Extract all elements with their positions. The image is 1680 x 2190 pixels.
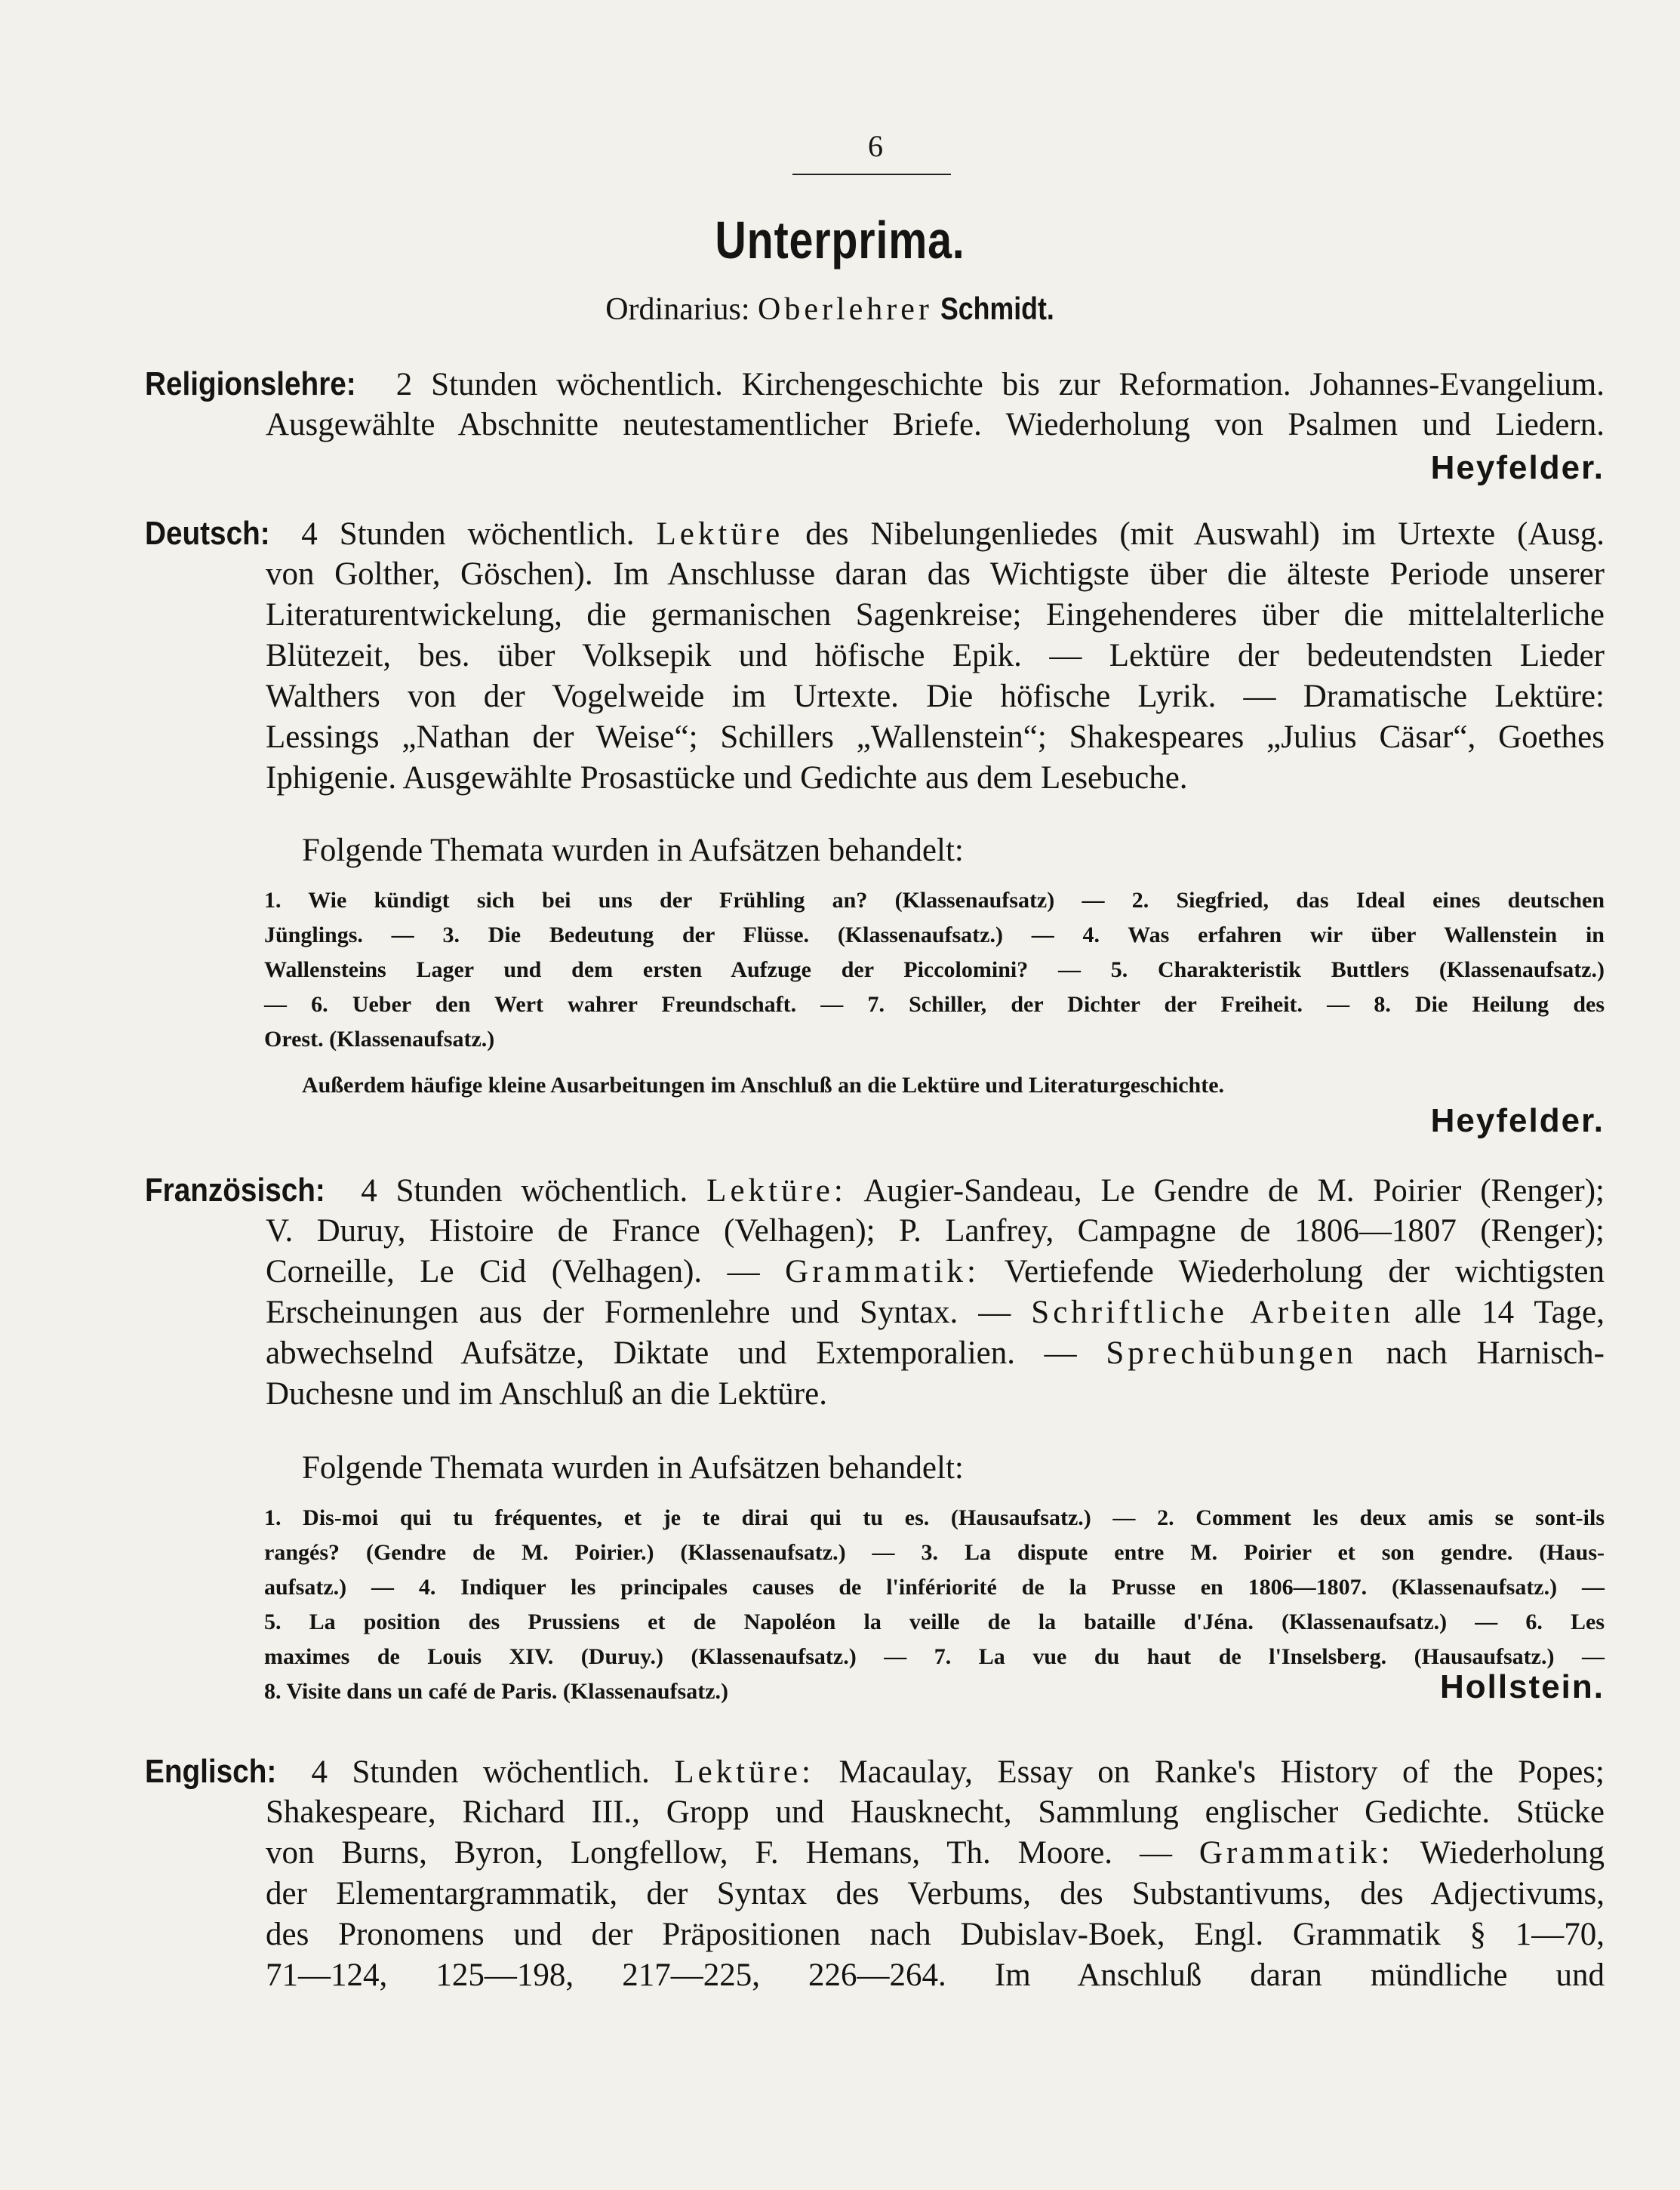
franz-text-3b: Vertiefende Wiederholung der wichtigsten bbox=[1004, 1254, 1605, 1289]
franz-subject: Französisch: bbox=[145, 1172, 325, 1209]
engl-text-4: der Elementargrammatik, der Syntax des Verbums, des Substantivums, des Adjectivums, bbox=[266, 1876, 1605, 1911]
franz-line-4 bbox=[266, 1292, 1605, 1333]
franz-line-5 bbox=[266, 1333, 1605, 1374]
engl-grammatik: Grammatik: bbox=[1198, 1835, 1394, 1871]
deutsch-theme-line-4: — 6. Ueber den Wert wahrer Freundschaft. — 7. Schiller, der Dichter der Freiheit. — 8. Die Heilung des bbox=[264, 992, 1605, 1017]
franz-text-3a: Corneille, Le Cid (Velhagen). — bbox=[266, 1254, 760, 1289]
franz-theme-line-6: 8. Visite dans un café de Paris. (Klassenaufsatz.) bbox=[264, 1679, 728, 1704]
page-number: 6 bbox=[868, 129, 883, 163]
franz-text-5b: nach Harnisch- bbox=[1386, 1335, 1605, 1371]
engl-text-2: Shakespeare, Richard III., Gropp und Hausknecht, Sammlung englischer Gedichte. Stücke bbox=[266, 1794, 1605, 1830]
franz-text-1b: Augier-Sandeau, Le Gendre de M. Poirier (Renger); bbox=[863, 1173, 1605, 1209]
religion-subject: Religionslehre: bbox=[145, 365, 356, 402]
franz-grammatik: Grammatik: bbox=[785, 1254, 980, 1289]
engl-line-3 bbox=[266, 1833, 1605, 1874]
ordinarius-title: Oberlehrer bbox=[758, 292, 933, 327]
engl-subject: Englisch: bbox=[145, 1753, 277, 1790]
religion-teacher: Heyfelder. bbox=[1430, 449, 1605, 486]
ordinarius-label: Ordinarius: bbox=[605, 292, 750, 327]
franz-teacher: Hollstein. bbox=[1439, 1668, 1605, 1705]
franz-text-4b: alle 14 Tage, bbox=[1414, 1295, 1605, 1330]
page-number-rule bbox=[792, 174, 951, 175]
deutsch-subject: Deutsch: bbox=[145, 515, 270, 552]
franz-text-5a: abwechselnd Aufsätze, Diktate und Extemporalien. — bbox=[266, 1335, 1077, 1371]
franz-sprech: Sprechübungen bbox=[1106, 1335, 1357, 1371]
deutsch-text-7: Iphigenie. Ausgewählte Prosastücke und Gedichte aus dem Lesebuche. bbox=[266, 760, 1188, 796]
ordinarius-name: Schmidt. bbox=[940, 291, 1055, 326]
deutsch-text-2: von Golther, Göschen). Im Anschlusse daran das Wichtigste über die älteste Periode unserer bbox=[266, 556, 1605, 592]
ordinarius-line bbox=[0, 291, 1680, 328]
page-title: Unterprima. bbox=[715, 211, 965, 270]
deutsch-theme-line-5: Orest. (Klassenaufsatz.) bbox=[264, 1027, 495, 1052]
deutsch-theme-line-2: Jünglings. — 3. Die Bedeutung der Flüsse. (Klassenaufsatz.) — 4. Was erfahren wir über Wallenstein in bbox=[264, 923, 1605, 947]
franz-theme-line-4: 5. La position des Prussiens et de Napoléon la veille de la bataille d'Jéna. (Klassenaufsatz.) — 6. Les bbox=[264, 1609, 1605, 1634]
deutsch-text-6: Lessings „Nathan der Weise“; Schillers „Wallenstein“; Shakespeares „Julius Cäsar“, Goethes bbox=[266, 719, 1605, 755]
engl-text-3a: von Burns, Byron, Longfellow, F. Hemans, Th. Moore. — bbox=[266, 1835, 1172, 1871]
deutsch-extra-text: Außerdem häufige kleine Ausarbeitungen im Anschluß an die Lektüre und Literaturgeschichte. bbox=[302, 1073, 1225, 1098]
deutsch-themes-intro: Folgende Themata wurden in Aufsätzen behandelt: bbox=[302, 833, 964, 868]
franz-theme-line-2: rangés? (Gendre de M. Poirier.) (Klassenaufsatz.) — 3. La dispute entre M. Poirier et son gendre. (Haus- bbox=[264, 1540, 1605, 1565]
franz-text-6: Duchesne und im Anschluß an die Lektüre. bbox=[266, 1376, 827, 1412]
engl-text-1a: 4 Stunden wöchentlich. bbox=[311, 1754, 650, 1790]
religion-text-1: 2 Stunden wöchentlich. Kirchengeschichte bis zur Reformation. Johannes-Evangelium. bbox=[395, 367, 1605, 402]
engl-text-3b: Wiederholung bbox=[1420, 1835, 1605, 1871]
franz-line-1 bbox=[145, 1170, 1605, 1212]
deutsch-theme-line-3: Wallensteins Lager und dem ersten Aufzuge der Piccolomini? — 5. Charakteristik Buttlers (Klassenaufsatz.) bbox=[264, 957, 1605, 982]
engl-text-1b: Macaulay, Essay on Ranke's History of the Popes; bbox=[838, 1754, 1605, 1790]
engl-text-6: 71—124, 125—198, 217—225, 226—264. Im Anschluß daran mündliche und bbox=[266, 1957, 1605, 1993]
deutsch-text-3: Literaturentwickelung, die germanischen Sagenkreise; Eingehenderes über die mittelalterliche bbox=[266, 597, 1605, 633]
franz-text-2: V. Duruy, Histoire de France (Velhagen); P. Lanfrey, Campagne de 1806—1807 (Renger); bbox=[266, 1213, 1605, 1249]
deutsch-teacher: Heyfelder. bbox=[1430, 1102, 1605, 1139]
deutsch-lektuere: Lektüre bbox=[656, 516, 784, 552]
deutsch-text-1b: des Nibelungenliedes (mit Auswahl) im Urtexte (Ausg. bbox=[805, 516, 1605, 552]
franz-text-1a: 4 Stunden wöchentlich. bbox=[361, 1173, 688, 1209]
deutsch-theme-line-1: 1. Wie kündigt sich bei uns der Frühling an? (Klassenaufsatz) — 2. Siegfried, das Ideal eines deutschen bbox=[264, 888, 1605, 913]
franz-line-3 bbox=[266, 1252, 1605, 1292]
franz-schriftliche: Schriftliche Arbeiten bbox=[1031, 1295, 1394, 1330]
franz-themes-intro: Folgende Themata wurden in Aufsätzen behandelt: bbox=[302, 1450, 964, 1486]
engl-line-1 bbox=[145, 1751, 1605, 1793]
engl-text-5: des Pronomens und der Präpositionen nach Dubislav-Boek, Engl. Grammatik § 1—70, bbox=[266, 1917, 1605, 1952]
franz-text-4a: Erscheinungen aus der Formenlehre und Syntax. — bbox=[266, 1295, 1011, 1330]
deutsch-text-4: Blütezeit, bes. über Volksepik und höfische Epik. — Lektüre der bedeutendsten Lieder bbox=[266, 638, 1605, 673]
religion-text-2: Ausgewählte Abschnitte neutestamentlicher Briefe. Wiederholung von Psalmen und Liedern. bbox=[266, 407, 1605, 442]
franz-theme-line-3: aufsatz.) — 4. Indiquer les principales causes de l'infériorité de la Prusse en 1806—1807. (Klassenaufsatz.) — bbox=[264, 1575, 1605, 1600]
deutsch-line-1 bbox=[145, 513, 1605, 555]
deutsch-text-1a: 4 Stunden wöchentlich. bbox=[301, 516, 635, 552]
franz-lektuere: Lektüre: bbox=[706, 1173, 847, 1209]
religion-line-1 bbox=[145, 364, 1605, 405]
deutsch-text-5: Walthers von der Vogelweide im Urtexte. Die höfische Lyrik. — Dramatische Lektüre: bbox=[266, 679, 1605, 714]
franz-theme-line-1: 1. Dis-moi qui tu fréquentes, et je te dirai qui tu es. (Hausaufsatz.) — 2. Comment les deux amis se sont-ils bbox=[264, 1505, 1605, 1530]
engl-lektuere: Lektüre: bbox=[674, 1754, 814, 1790]
franz-theme-line-5: maximes de Louis XIV. (Duruy.) (Klassenaufsatz.) — 7. La vue du haut de l'Inselsberg. (Hausaufsatz.) — bbox=[264, 1644, 1605, 1669]
